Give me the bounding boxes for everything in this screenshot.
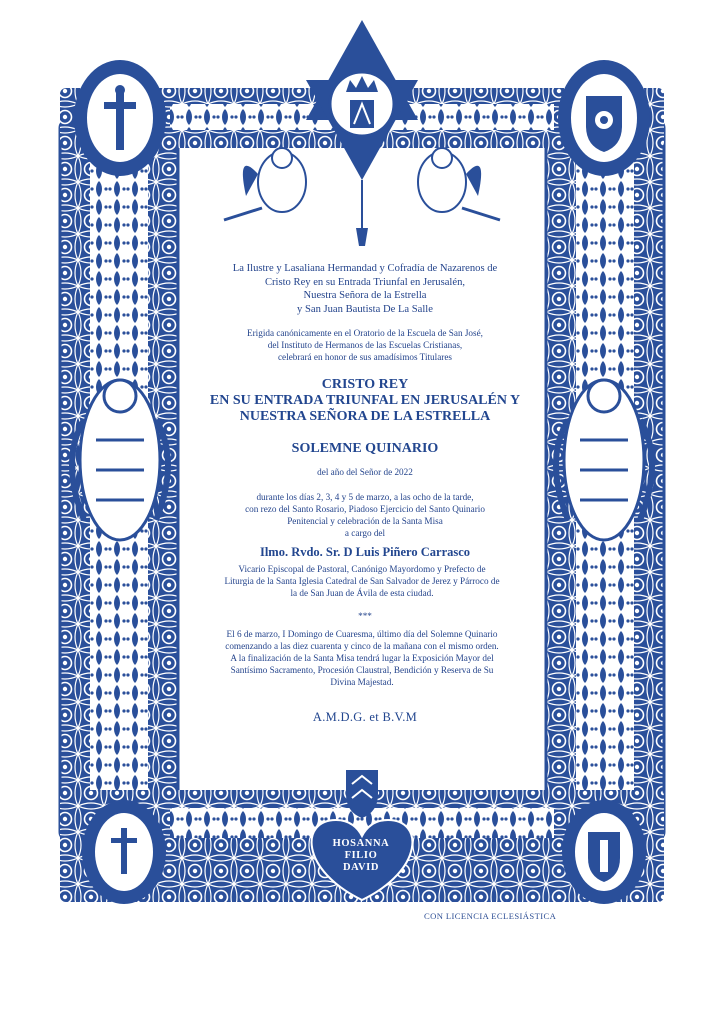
hermandad-name — [195, 262, 535, 316]
schedule-line: a cargo del — [344, 528, 386, 538]
titulares-line: NUESTRA SEÑORA DE LA ESTRELLA — [239, 409, 491, 424]
hosanna-medallion-text — [320, 838, 402, 874]
angel-icon — [418, 148, 500, 220]
preacher-line: Liturgia de la Santa Iglesia Catedral de San Salvador de Jerez y Párroco de — [224, 576, 500, 586]
medallion-top-left — [74, 60, 166, 176]
intro-line: celebrará en honor de sus amadísimos Titulares — [277, 352, 452, 362]
final-day-text — [185, 628, 539, 688]
preacher-titles — [185, 563, 539, 599]
intro-text — [195, 327, 535, 363]
final-day-line: Divina Majestad. — [330, 677, 394, 687]
final-day-line: A la finalización de la Santa Misa tendrá lugar la Exposición Mayor del — [230, 653, 494, 663]
intro-line: Erigida canónicamente en el Oratorio de la Escuela de San José, — [247, 328, 483, 338]
schedule-line: con rezo del Santo Rosario, Piadoso Ejercicio del Santo Quinario — [245, 504, 485, 514]
medallion-bottom-right — [562, 800, 646, 904]
preacher-name: Ilmo. Rvdo. Sr. D Luis Piñero Carrasco — [259, 545, 471, 559]
schedule-line: durante los días 2, 3, 4 y 5 de marzo, a las ocho de la tarde, — [256, 492, 474, 502]
hosanna-line: HOSANNA — [332, 838, 390, 849]
preacher-line: Vicario Episcopal de Pastoral, Canónigo Mayordomo y Prefecto de — [238, 564, 486, 574]
hosanna-line: DAVID — [342, 862, 380, 873]
final-day-line: comenzando a las diez cuarenta y cinco de la mañana con el mismo orden. — [225, 641, 499, 651]
hermandad-line: Nuestra Señora de la Estrella — [303, 290, 427, 302]
hosanna-line: FILIO — [344, 850, 378, 861]
hermandad-line: Cristo Rey en su Entrada Triunfal en Jerusalén, — [264, 276, 466, 288]
hermandad-line: La Ilustre y Lasaliana Hermandad y Cofradía de Nazarenos de — [232, 263, 498, 274]
medallion-bottom-left — [82, 800, 166, 904]
hermandad-line: y San Juan Bautista De La Salle — [297, 303, 433, 315]
medallion-top-right — [558, 60, 650, 176]
schedule-line: Penitencial y celebración de la Santa Misa — [287, 516, 443, 526]
shield-icon — [586, 96, 622, 152]
final-day-line: El 6 de marzo, I Domingo de Cuaresma, último día del Solemne Quinario — [226, 629, 498, 639]
licencia-eclesiastica: CON LICENCIA ECLESIÁSTICA — [424, 911, 557, 921]
titulares-line: CRISTO REY — [321, 377, 409, 392]
schedule-text — [195, 491, 535, 539]
cult-title: SOLEMNE QUINARIO — [291, 441, 439, 456]
titulares-line: EN SU ENTRADA TRIUNFAL EN JERUSALÉN Y — [209, 393, 521, 408]
final-day-line: Santísimo Sacramento, Procesión Claustral, Bendición y Reserva de Su — [230, 665, 494, 675]
angel-icon — [224, 148, 306, 220]
preacher-line: la de San Juan de Ávila de esta ciudad. — [290, 588, 434, 598]
intro-line: del Instituto de Hermanos de las Escuelas Cristianas, — [267, 340, 463, 350]
motto: A.M.D.G. et B.V.M — [312, 710, 418, 724]
titulares-heading — [195, 377, 535, 425]
separator: *** — [358, 611, 372, 621]
cult-year: del año del Señor de 2022 — [317, 467, 413, 477]
